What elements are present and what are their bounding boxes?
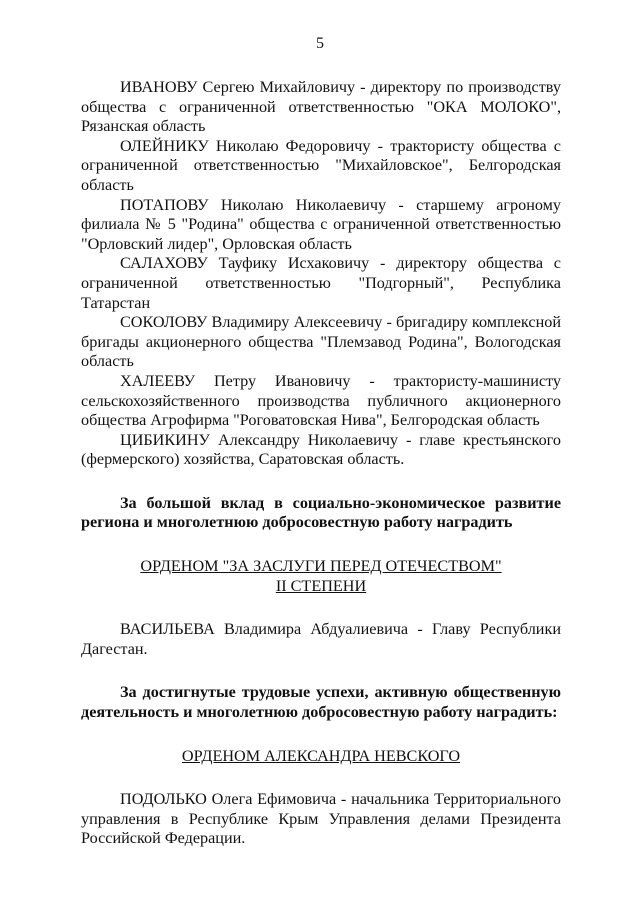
award-recipient-salakhov: САЛАХОВУ Тауфику Исхаковичу - директору общества с ограниченной ответственностью "Подгорный", Республика Татарстан (81, 254, 561, 312)
award-reason-heading-1: За большой вклад в социально-экономическое развитие региона и многолетнюю добросовестную работу наградить (81, 493, 561, 532)
order-title-degree: II СТЕПЕНИ (275, 576, 367, 595)
document-body (81, 78, 561, 849)
spacer (81, 596, 561, 620)
spacer (81, 723, 561, 747)
award-recipient-potapov: ПОТАПОВУ Николаю Николаевичу - старшему агроному филиала № 5 "Родина" общества с ограниченной ответственностью "Орловский лидер", Орловская область (81, 195, 561, 253)
order-title-merit-fatherland: ОРДЕНОМ "ЗА ЗАСЛУГИ ПЕРЕД ОТЕЧЕСТВОМ" (140, 557, 502, 576)
award-recipient-sokolov: СОКОЛОВУ Владимиру Алексеевичу - бригадиру комплексной бригады акционерного общества "Племзавод Родина", Вологодская область (81, 313, 561, 371)
award-recipient-vasilyev: ВАСИЛЬЕВА Владимира Абдуалиевича - Главу Республики Дагестан. (81, 620, 561, 658)
award-recipient-khaleev: ХАЛЕЕВУ Петру Ивановичу - трактористу-машинисту сельскохозяйственного производства публичного акционерного общества Агрофирма "Роговатовская Нива", Белгородская область (81, 371, 561, 430)
award-recipient-ivanov: ИВАНОВУ Сергею Михайловичу - директору по производству общества с ограниченной ответственностью "ОКА МОЛОКО", Рязанская область (81, 78, 561, 136)
page-number: 5 (316, 35, 324, 52)
spacer (81, 659, 561, 683)
order-title-alexander-nevsky: ОРДЕНОМ АЛЕКСАНДРА НЕВСКОГО (181, 746, 461, 765)
award-recipient-tsibikin: ЦИБИКИНУ Александру Николаевичу - главе крестьянского (фермерского) хозяйства, Саратовская область. (81, 430, 561, 469)
spacer (81, 766, 561, 790)
award-recipient-oleynik: ОЛЕЙНИКУ Николаю Федоровичу - трактористу общества с ограниченной ответственностью "Михайловское", Белгородская область (81, 136, 561, 194)
award-reason-heading-2: За достигнутые трудовые успехи, активную общественную деятельность и многолетнюю добросовестную работу наградить: (81, 683, 561, 722)
spacer (81, 470, 561, 494)
award-recipient-podolko: ПОДОЛЬКО Олега Ефимовича - начальника Территориального управления в Республике Крым Управления делами Президента Российской Федерации. (81, 790, 561, 848)
spacer (81, 533, 561, 557)
